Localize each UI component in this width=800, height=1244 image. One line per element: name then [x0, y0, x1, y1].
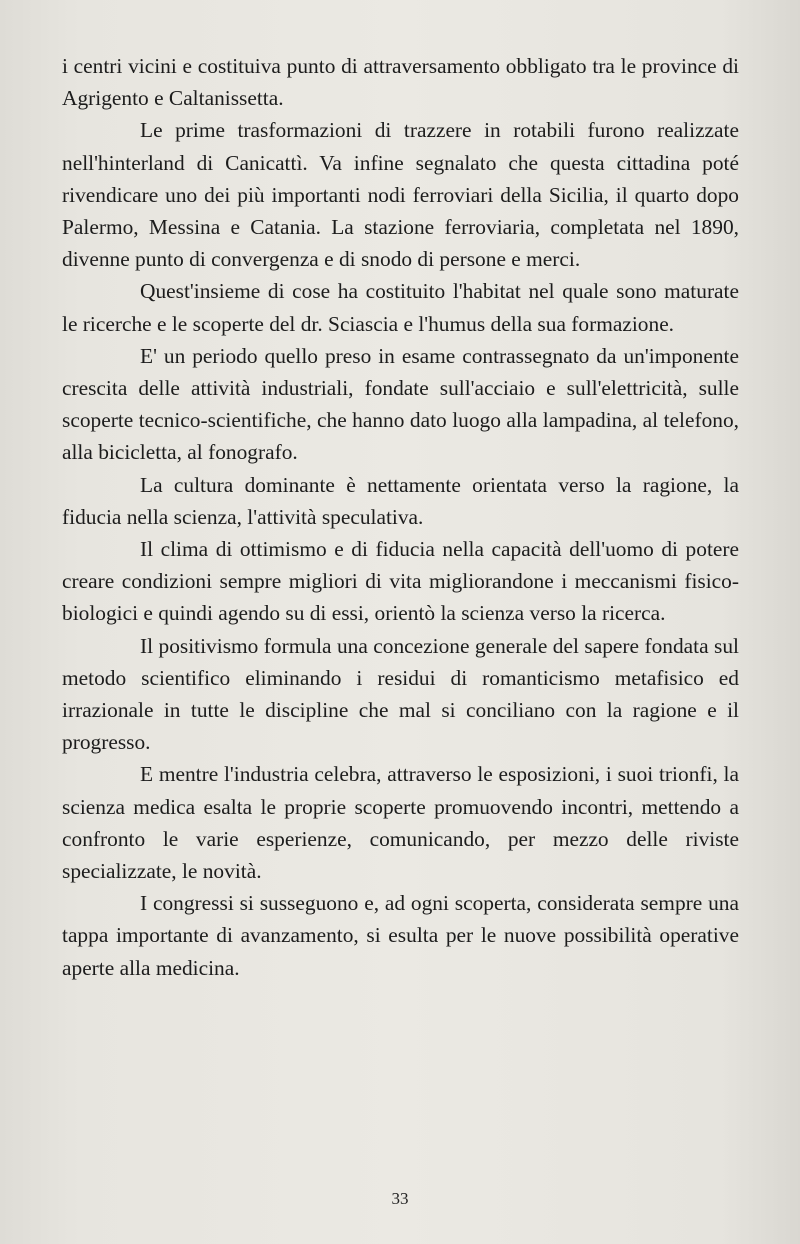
body-text: [62, 50, 739, 984]
paragraph-5: La cultura dominante è nettamente orientata verso la ragione, la fiducia nella scienza, l'attività speculativa.: [62, 472, 739, 529]
paragraph-8: E mentre l'industria celebra, attraverso le esposizioni, i suoi trionfi, la scienza medica esalta le proprie scoperte promuovendo incontri, mettendo a confronto le varie esperienze, comunicando, per mezzo delle riviste specializzate, le novità.: [62, 762, 739, 884]
paragraph-4: E' un periodo quello preso in esame contrassegnato da un'imponente crescita delle attività industriali, fondate sull'acciaio e sull'elettricità, sulle scoperte tecnico-scientifiche, che hanno dato luogo alla lampadina, al telefono, alla bicicletta, al fonografo.: [62, 343, 739, 465]
paragraph-9: I congressi si susseguono e, ad ogni scoperta, considerata sempre una tappa importante di avanzamento, si esulta per le nuove possibilità operative aperte alla medicina.: [62, 891, 739, 980]
paragraph-6: Il clima di ottimismo e di fiducia nella capacità dell'uomo di potere creare condizioni sempre migliori di vita migliorandone i meccanismi fisico-biologici e quindi agendo su di essi, orientò la scienza verso la ricerca.: [62, 537, 739, 626]
paragraph-2: Le prime trasformazioni di trazzere in rotabili furono realizzate nell'hinterland di Canicattì. Va infine segnalato che questa cittadina poté rivendicare uno dei più importanti nodi ferroviari della Sicilia, il quarto dopo Palermo, Messina e Catania. La stazione ferroviaria, completata nel 1890, divenne punto di convergenza e di snodo di persone e merci.: [62, 118, 739, 272]
page-number: 33: [391, 1189, 409, 1208]
paragraph-7: Il positivismo formula una concezione generale del sapere fondata sul metodo scientifico eliminando i residui di romanticismo metafisico ed irrazionale in tutte le discipline che mal si conciliano con la ragione e il progresso.: [62, 633, 739, 755]
paragraph-3: Quest'insieme di cose ha costituito l'habitat nel quale sono maturate le ricerche e le scoperte del dr. Sciascia e l'humus della sua formazione.: [62, 279, 739, 336]
paragraph-1: i centri vicini e costituiva punto di attraversamento obbligato tra le province di Agrigento e Caltanissetta.: [62, 54, 739, 111]
